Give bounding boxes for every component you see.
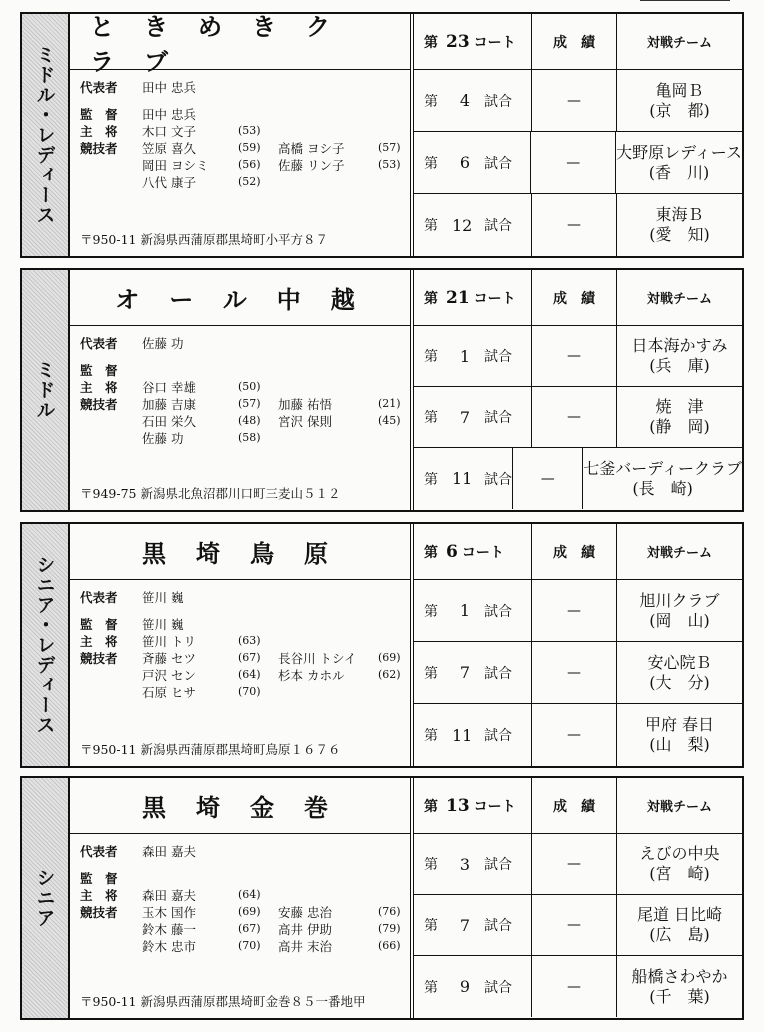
opponent-prefecture: (愛 知) <box>649 225 710 244</box>
result-cell <box>532 387 617 447</box>
player-age: (57) <box>238 397 261 410</box>
result-cell <box>513 448 583 509</box>
result-cell <box>532 642 617 703</box>
competitors-label: 競技者 <box>80 904 118 920</box>
court-header <box>414 270 532 325</box>
player-age: (69) <box>378 651 401 664</box>
player-age: (52) <box>238 175 261 188</box>
result-header: 成 績 <box>532 14 617 69</box>
match-label: 試合 <box>484 857 512 873</box>
dai-label: 第 <box>424 155 438 172</box>
player-name: 佐藤 功 <box>142 430 184 446</box>
player-age: (76) <box>378 905 401 918</box>
match-row <box>414 132 742 194</box>
result-cell <box>532 704 617 766</box>
opponent-cell <box>617 194 742 256</box>
match-label: 試合 <box>484 155 512 172</box>
opponent-header: 対戦チーム <box>646 36 712 51</box>
player-name: 加藤 吉康 <box>142 396 196 412</box>
opponent-name: 旭川クラブ <box>639 590 720 610</box>
player-row <box>80 683 410 700</box>
captain-label: 主 将 <box>80 887 118 903</box>
result-value: — <box>567 727 581 743</box>
court-header <box>414 524 532 579</box>
captain-age: (50) <box>238 380 261 393</box>
player-row <box>80 903 410 920</box>
match-label: 試合 <box>484 728 512 744</box>
player-row <box>80 139 410 156</box>
result-header: 成 績 <box>532 270 617 325</box>
manager-row <box>80 869 410 886</box>
representative-name: 笹川 巍 <box>142 589 184 605</box>
opponent-prefecture: (山 梨) <box>649 735 710 754</box>
match-number: 1 <box>459 601 470 620</box>
dai-label: 第 <box>424 665 438 682</box>
court-label: コート <box>473 798 516 815</box>
opponent-name: えびの中央 <box>639 844 720 863</box>
representative-row <box>80 842 410 859</box>
player-age: (58) <box>238 431 261 444</box>
opponent-header: 対戦チーム <box>646 292 712 307</box>
result-value: — <box>567 409 581 425</box>
category-column <box>22 524 70 766</box>
match-number: 11 <box>452 469 473 488</box>
player-name: 佐藤 リン子 <box>278 157 345 173</box>
player-row <box>80 395 410 412</box>
representative-label: 代表者 <box>80 843 118 859</box>
opponent-prefecture: (広 島) <box>649 925 710 944</box>
captain-age: (63) <box>238 634 261 647</box>
team-info <box>70 778 414 1018</box>
court-header <box>414 778 532 833</box>
player-row <box>80 649 410 666</box>
player-name: 戸沢 セン <box>142 667 196 683</box>
match-table-header <box>414 778 742 834</box>
opponent-prefecture: (千 葉) <box>649 986 710 1006</box>
player-row <box>80 429 410 446</box>
player-row <box>80 156 410 173</box>
category-column <box>22 778 70 1018</box>
dai-label: 第 <box>424 218 438 234</box>
match-number: 7 <box>459 407 470 427</box>
court-label: コート <box>473 34 516 51</box>
captain-row <box>80 378 410 395</box>
team-name: オール中越 <box>70 270 410 326</box>
player-age: (57) <box>378 141 401 154</box>
player-age: (69) <box>238 905 261 918</box>
player-row <box>80 173 410 190</box>
result-cell <box>532 326 617 386</box>
result-cell <box>532 580 617 641</box>
match-table-header <box>414 14 742 70</box>
result-value: — <box>540 470 555 487</box>
category-column <box>22 14 70 256</box>
competitors-label: 競技者 <box>80 650 118 666</box>
match-number-cell <box>414 642 532 703</box>
match-number-cell <box>414 580 532 641</box>
player-age: (53) <box>378 158 401 171</box>
team-info <box>70 524 414 766</box>
member-list <box>70 834 410 954</box>
player-name: 加藤 祐悟 <box>278 396 332 412</box>
dai-label: 第 <box>424 918 438 934</box>
team-name: ときめきクラブ <box>70 14 410 70</box>
court-number: 21 <box>446 287 470 308</box>
result-value: — <box>567 664 581 681</box>
match-number-cell <box>414 387 532 447</box>
match-number: 6 <box>459 153 470 172</box>
opponent-name: 七釜バーディークラブ <box>583 458 742 478</box>
team-address: 〒950-11 新潟県西蒲原郡黒埼町小平方８７ <box>80 232 328 247</box>
player-name: 八代 康子 <box>142 174 196 190</box>
player-age: (67) <box>238 922 261 935</box>
team-address: 〒949-75 新潟県北魚沼郡川口町三麦山５１２ <box>80 486 341 501</box>
member-list <box>70 70 410 190</box>
captain-name: 谷口 幸雄 <box>142 379 196 395</box>
player-name: 鈴木 藤一 <box>142 921 196 937</box>
opponent-cell <box>617 387 742 447</box>
opponent-name: 日本海かすみ <box>631 336 728 355</box>
representative-name: 森田 嘉夫 <box>142 843 196 859</box>
dai-label: 第 <box>424 857 438 873</box>
match-label: 試合 <box>484 218 512 234</box>
player-age: (59) <box>238 141 261 154</box>
match-row <box>414 448 742 509</box>
player-name: 石田 栄久 <box>142 413 196 429</box>
team-address: 〒950-11 新潟県西蒲原郡黒埼町鳥原１６７６ <box>80 742 341 757</box>
competitors-label: 競技者 <box>80 396 118 412</box>
player-age: (56) <box>238 158 261 171</box>
opponent-cell <box>616 132 742 193</box>
match-number-cell <box>414 194 532 256</box>
dai-label: 第 <box>424 471 438 488</box>
player-age: (70) <box>238 685 261 698</box>
player-age: (79) <box>378 922 401 935</box>
player-age: (21) <box>378 397 401 410</box>
result-header: 成 績 <box>532 778 617 833</box>
representative-name: 佐藤 功 <box>142 335 184 351</box>
representative-label: 代表者 <box>80 335 118 351</box>
player-row <box>80 937 410 954</box>
result-value: — <box>567 978 581 995</box>
category-label: ミドル・レディース <box>33 45 56 225</box>
result-cell <box>532 70 617 131</box>
match-number-cell <box>414 834 532 894</box>
team-name: 黒埼金巻 <box>70 778 410 834</box>
result-value: — <box>567 856 581 872</box>
match-number: 3 <box>459 854 470 874</box>
match-row <box>414 326 742 387</box>
player-row <box>80 412 410 429</box>
result-cell <box>532 895 617 955</box>
match-number: 11 <box>452 725 473 745</box>
match-table <box>414 14 742 256</box>
match-row <box>414 387 742 448</box>
opponent-prefecture: (静 岡) <box>649 417 710 436</box>
manager-row <box>80 361 410 378</box>
match-label: 試合 <box>484 349 512 365</box>
player-name: 鈴木 忠市 <box>142 938 196 954</box>
match-table <box>414 524 742 766</box>
opponent-name: 尾道 日比崎 <box>636 905 723 924</box>
player-row <box>80 920 410 937</box>
match-table-header <box>414 270 742 326</box>
player-name: 長谷川 トシイ <box>278 650 357 666</box>
member-list <box>70 580 410 700</box>
team-name: 黒埼鳥原 <box>70 524 410 580</box>
player-name: 笠原 喜久 <box>142 140 196 156</box>
match-number-cell <box>414 704 532 766</box>
player-age: (67) <box>238 651 261 664</box>
team-entry-block <box>20 522 744 768</box>
match-row <box>414 704 742 766</box>
opponent-name: 焼 津 <box>655 397 704 416</box>
player-row <box>80 666 410 683</box>
manager-label: 監 督 <box>80 106 118 122</box>
player-age: (62) <box>378 668 401 681</box>
result-value: — <box>567 92 581 109</box>
opponent-name: 船橋さわやか <box>631 966 728 986</box>
representative-row <box>80 78 410 95</box>
category-label: シニア・レディース <box>33 555 56 735</box>
opponent-prefecture: (宮 崎) <box>649 864 710 883</box>
manager-label: 監 督 <box>80 362 118 378</box>
result-value: — <box>567 917 581 933</box>
dai-label: 第 <box>424 728 438 744</box>
match-number: 12 <box>452 215 473 235</box>
competitors-label: 競技者 <box>80 140 118 156</box>
match-table-header <box>414 524 742 580</box>
player-age: (64) <box>238 668 261 681</box>
result-header: 成 績 <box>532 524 617 579</box>
dai-label: 第 <box>424 979 438 996</box>
result-value: — <box>567 348 581 364</box>
team-info <box>70 14 414 256</box>
match-number-cell <box>414 132 531 193</box>
match-number-cell <box>414 448 513 509</box>
captain-row <box>80 632 410 649</box>
dai-label: 第 <box>424 798 438 815</box>
player-age: (48) <box>238 414 261 427</box>
match-label: 試合 <box>484 665 512 682</box>
court-label: コート <box>473 290 516 307</box>
opponent-prefecture: (岡 山) <box>649 610 710 630</box>
opponent-cell <box>583 448 742 509</box>
team-address: 〒950-11 新潟県西蒲原郡黒埼町金巻８５一番地甲 <box>80 994 366 1009</box>
captain-label: 主 将 <box>80 633 118 649</box>
representative-label: 代表者 <box>80 589 118 605</box>
category-column <box>22 270 70 510</box>
category-label: シニア <box>33 868 56 928</box>
team-info <box>70 270 414 510</box>
player-age: (70) <box>238 939 261 952</box>
player-name: 斉藤 セツ <box>142 650 196 666</box>
dai-label: 第 <box>424 34 438 51</box>
dai-label: 第 <box>424 603 438 620</box>
dai-label: 第 <box>424 290 438 307</box>
opponent-header: 対戦チーム <box>646 800 712 815</box>
match-row <box>414 956 742 1017</box>
player-name: 玉木 国作 <box>142 904 196 920</box>
match-table <box>414 270 742 510</box>
category-label: ミドル <box>33 360 56 420</box>
opponent-header: 対戦チーム <box>646 546 712 561</box>
dai-label: 第 <box>424 93 438 110</box>
opponent-name: 亀岡Ｂ <box>655 80 704 100</box>
representative-name: 田中 忠兵 <box>142 79 196 95</box>
court-number: 6 <box>446 541 458 562</box>
match-label: 試合 <box>484 471 512 488</box>
match-number: 1 <box>459 346 470 366</box>
captain-name: 笹川 トリ <box>142 633 196 649</box>
opponent-prefecture: (大 分) <box>649 672 710 692</box>
representative-row <box>80 588 410 605</box>
player-name: 安藤 忠治 <box>278 904 332 920</box>
opponent-cell <box>617 642 742 703</box>
team-entry-block <box>20 12 744 258</box>
player-name: 高井 末治 <box>278 938 332 954</box>
captain-row <box>80 886 410 903</box>
manager-label: 監 督 <box>80 616 118 632</box>
player-age: (45) <box>378 414 401 427</box>
representative-row <box>80 334 410 351</box>
captain-name: 木口 文子 <box>142 123 196 139</box>
opponent-cell <box>617 704 742 766</box>
opponent-prefecture: (京 都) <box>649 100 710 120</box>
match-label: 試合 <box>484 603 512 620</box>
opponent-cell <box>617 580 742 641</box>
match-number: 4 <box>459 91 470 110</box>
match-row <box>414 70 742 132</box>
manager-label: 監 督 <box>80 870 118 886</box>
member-list <box>70 326 410 446</box>
opponent-name: 東海Ｂ <box>655 205 704 224</box>
opponent-cell <box>617 834 742 894</box>
player-name: 杉本 カホル <box>278 667 345 683</box>
captain-age: (64) <box>238 888 261 901</box>
result-value: — <box>567 217 581 233</box>
match-label: 試合 <box>484 410 512 426</box>
team-entry-block <box>20 268 744 512</box>
match-row <box>414 580 742 642</box>
player-name: 石原 ヒサ <box>142 684 196 700</box>
manager-row <box>80 105 410 122</box>
match-number-cell <box>414 956 532 1017</box>
match-number: 9 <box>459 977 470 996</box>
court-number: 23 <box>446 31 470 52</box>
match-row <box>414 194 742 256</box>
top-edge-mark <box>640 0 730 9</box>
match-label: 試合 <box>484 918 512 934</box>
result-value: — <box>567 602 581 619</box>
match-label: 試合 <box>484 979 512 996</box>
opponent-cell <box>617 70 742 131</box>
result-cell <box>531 132 616 193</box>
match-number: 7 <box>459 915 470 935</box>
match-row <box>414 642 742 704</box>
player-age: (66) <box>378 939 401 952</box>
manager-row <box>80 615 410 632</box>
match-label: 試合 <box>484 93 512 110</box>
match-table <box>414 778 742 1018</box>
dai-label: 第 <box>424 544 438 561</box>
result-value: — <box>566 154 581 171</box>
match-row <box>414 834 742 895</box>
match-number-cell <box>414 70 532 131</box>
opponent-cell <box>617 326 742 386</box>
manager-name: 笹川 巍 <box>142 616 184 632</box>
result-cell <box>532 194 617 256</box>
captain-label: 主 将 <box>80 379 118 395</box>
team-entry-block <box>20 776 744 1020</box>
result-cell <box>532 956 617 1017</box>
court-label: コート <box>461 544 504 561</box>
captain-label: 主 将 <box>80 123 118 139</box>
opponent-name: 安心院Ｂ <box>647 652 712 672</box>
opponent-name: 大野原レディース <box>616 142 742 162</box>
player-name: 高井 伊助 <box>278 921 332 937</box>
match-number-cell <box>414 895 532 955</box>
match-number: 7 <box>459 663 470 682</box>
manager-name: 田中 忠兵 <box>142 106 196 122</box>
player-name: 宮沢 保則 <box>278 413 332 429</box>
player-name: 高橋 ヨシ子 <box>278 140 345 156</box>
opponent-prefecture: (長 崎) <box>632 478 693 498</box>
opponent-cell <box>617 895 742 955</box>
player-name: 岡田 ヨシミ <box>142 157 209 173</box>
opponent-cell <box>617 956 742 1017</box>
opponent-prefecture: (香 川) <box>648 162 710 182</box>
representative-label: 代表者 <box>80 79 118 95</box>
opponent-prefecture: (兵 庫) <box>649 356 710 375</box>
court-header <box>414 14 532 69</box>
captain-age: (53) <box>238 124 261 137</box>
result-cell <box>532 834 617 894</box>
match-row <box>414 895 742 956</box>
dai-label: 第 <box>424 410 438 426</box>
captain-name: 森田 嘉夫 <box>142 887 196 903</box>
court-number: 13 <box>446 795 470 816</box>
dai-label: 第 <box>424 349 438 365</box>
opponent-name: 甲府 春日 <box>644 715 715 734</box>
captain-row <box>80 122 410 139</box>
match-number-cell <box>414 326 532 386</box>
